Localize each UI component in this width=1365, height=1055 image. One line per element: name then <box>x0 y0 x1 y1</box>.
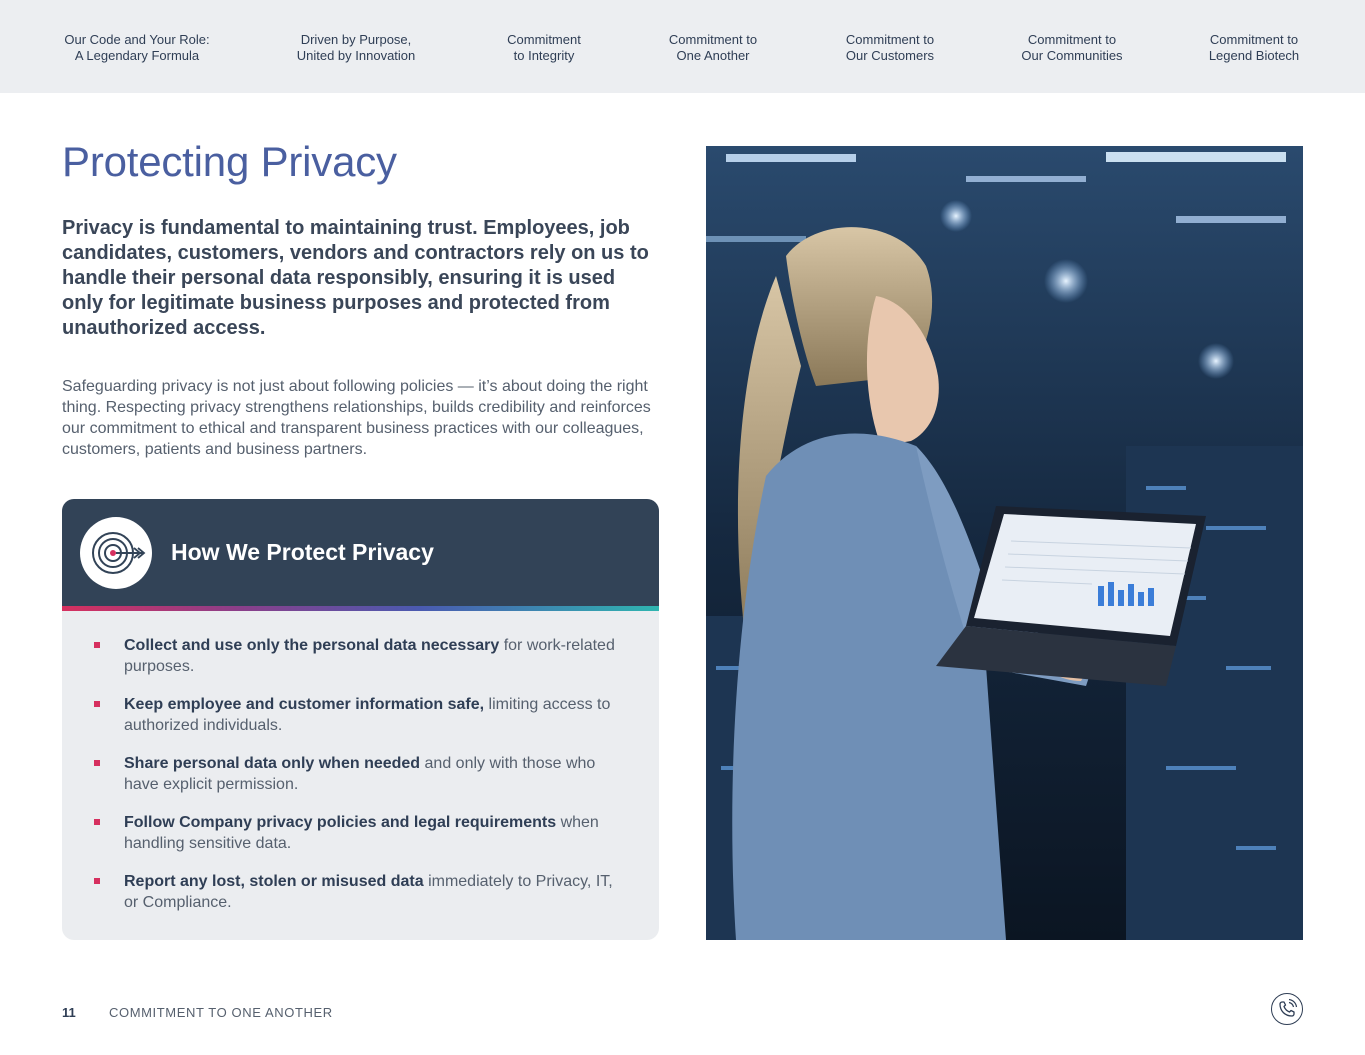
woman-with-laptop-in-data-center-photo <box>706 146 1303 940</box>
bullet-text: immediately to Privacy, IT, or Compliance. <box>124 873 613 911</box>
target-arrow-icon <box>80 517 152 589</box>
bullet-marker <box>94 878 100 884</box>
card-header <box>62 499 659 606</box>
bullet-marker <box>94 642 100 648</box>
bullet-text: and only with those who have explicit permission. <box>124 755 596 793</box>
section-label: COMMITMENT TO ONE ANOTHER <box>109 1005 333 1020</box>
list-item <box>62 753 659 795</box>
gradient-divider <box>62 606 659 611</box>
bullet-strong-text: Collect and use only the personal data necessary <box>124 637 500 654</box>
top-navigation <box>0 0 1365 93</box>
bullet-strong-text: Keep employee and customer information safe, <box>124 696 485 713</box>
nav-commitment-legend-biotech[interactable]: Commitment to Legend Biotech <box>1208 32 1300 63</box>
bullet-text: limiting access to authorized individuals. <box>124 696 611 734</box>
nav-commitment-one-another[interactable]: Commitment to One Another <box>668 32 758 63</box>
phone-icon[interactable] <box>1271 993 1303 1025</box>
list-item <box>62 694 659 736</box>
bullet-strong-text: Follow Company privacy policies and legal requirements <box>124 814 557 831</box>
page-title: Protecting Privacy <box>62 138 397 185</box>
bullet-text: when handling sensitive data. <box>124 814 599 852</box>
bullet-marker <box>94 760 100 766</box>
nav-commitment-communities[interactable]: Commitment to Our Communities <box>1021 32 1123 63</box>
bullet-strong-text: Share personal data only when needed <box>124 755 421 772</box>
lead-paragraph: Privacy is fundamental to maintaining trust. Employees, job candidates, customers, vendors and contractors rely on us to handle their personal data responsibly, ensuring it is used only for legitimate business purposes and protected from unauthorized access. <box>62 217 649 339</box>
bullet-marker <box>94 701 100 707</box>
how-we-protect-privacy-card <box>62 499 659 940</box>
body-paragraph: Safeguarding privacy is not just about following policies — it’s about doing the right thing. Respecting privacy strengthens relationships, builds credibility and reinforces our commitment to ethical and transparent business practices with our colleagues, customers, patients and business partners. <box>62 378 651 458</box>
list-item <box>62 635 659 677</box>
bullet-strong-text: Report any lost, stolen or misused data <box>124 873 424 890</box>
page-number: 11 <box>62 1005 76 1020</box>
privacy-bullet-list <box>62 635 659 930</box>
nav-driven-by-purpose[interactable]: Driven by Purpose, United by Innovation <box>296 32 416 63</box>
nav-commitment-customers[interactable]: Commitment to Our Customers <box>845 32 935 63</box>
list-item <box>62 871 659 913</box>
list-item <box>62 812 659 854</box>
nav-commitment-integrity[interactable]: Commitment to Integrity <box>507 32 581 63</box>
nav-our-code[interactable]: Our Code and Your Role: A Legendary Formula <box>64 32 210 63</box>
bullet-text: for work-related purposes. <box>124 637 615 675</box>
card-title: How We Protect Privacy <box>171 539 434 565</box>
bullet-marker <box>94 819 100 825</box>
